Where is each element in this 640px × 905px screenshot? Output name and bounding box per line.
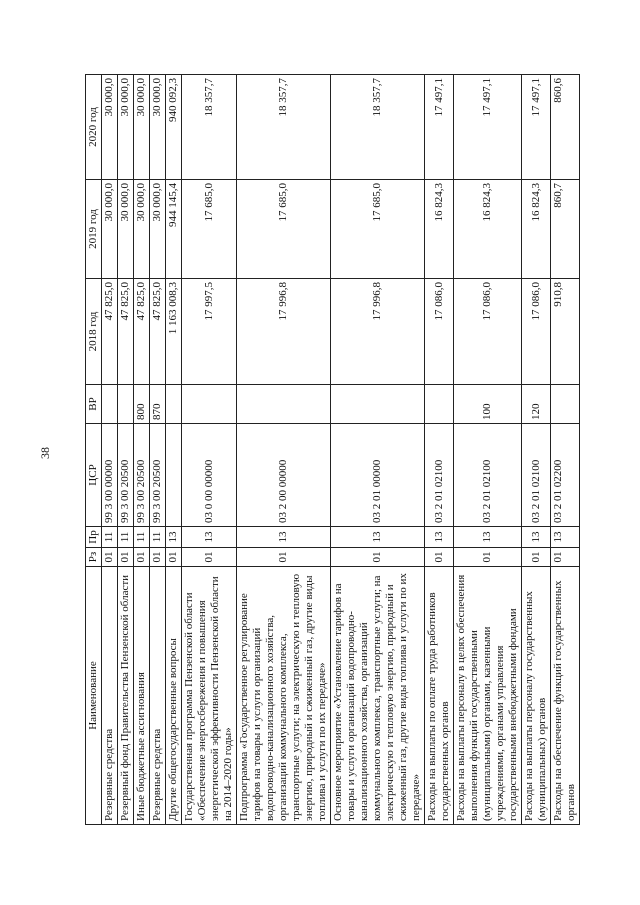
cell-vr bbox=[102, 385, 118, 424]
page-number: 38 bbox=[38, 447, 52, 459]
cell-2019: 17 685,0 bbox=[331, 180, 425, 279]
cell-csr: 99 3 00 20500 bbox=[150, 424, 166, 527]
cell-pr: 13 bbox=[522, 527, 551, 548]
cell-2020: 18 357,7 bbox=[331, 75, 425, 180]
cell-2019: 30 000,0 bbox=[118, 180, 134, 279]
cell-2020: 17 497,1 bbox=[454, 75, 522, 180]
cell-rz: 01 bbox=[522, 548, 551, 567]
header-2018: 2018 год bbox=[86, 279, 102, 385]
cell-2018: 47 825,0 bbox=[134, 279, 150, 385]
cell-pr: 13 bbox=[551, 527, 580, 548]
cell-pr: 13 bbox=[425, 527, 454, 548]
cell-2018: 1 163 008,3 bbox=[166, 279, 182, 385]
cell-rz: 01 bbox=[102, 548, 118, 567]
cell-2018: 17 996,8 bbox=[331, 279, 425, 385]
cell-name: Иные бюджетные ассигнования bbox=[134, 567, 150, 825]
cell-name: Расходы на выплаты по оплате труда работников государственных органов bbox=[425, 567, 454, 825]
cell-2018: 17 086,0 bbox=[522, 279, 551, 385]
cell-2020: 860,6 bbox=[551, 75, 580, 180]
cell-name: Резервный фонд Правительства Пензенской области bbox=[118, 567, 134, 825]
header-2020: 2020 год bbox=[86, 75, 102, 180]
cell-csr: 03 2 01 02100 bbox=[522, 424, 551, 527]
cell-csr: 03 2 00 00000 bbox=[237, 424, 331, 527]
table-row bbox=[237, 75, 331, 825]
header-2019: 2019 год bbox=[86, 180, 102, 279]
table-row bbox=[454, 75, 522, 825]
cell-2018: 17 086,0 bbox=[454, 279, 522, 385]
cell-2020: 30 000,0 bbox=[134, 75, 150, 180]
cell-rz: 01 bbox=[425, 548, 454, 567]
header-vr: ВР bbox=[86, 385, 102, 424]
cell-2019: 30 000,0 bbox=[150, 180, 166, 279]
cell-pr: 11 bbox=[134, 527, 150, 548]
cell-rz: 01 bbox=[166, 548, 182, 567]
cell-vr bbox=[331, 385, 425, 424]
cell-vr bbox=[551, 385, 580, 424]
cell-rz: 01 bbox=[331, 548, 425, 567]
cell-name: Другие общегосударственные вопросы bbox=[166, 567, 182, 825]
cell-2020: 940 092,3 bbox=[166, 75, 182, 180]
cell-vr bbox=[118, 385, 134, 424]
cell-2018: 47 825,0 bbox=[150, 279, 166, 385]
cell-2020: 30 000,0 bbox=[118, 75, 134, 180]
cell-2019: 17 685,0 bbox=[182, 180, 237, 279]
cell-name: Резервные средства bbox=[102, 567, 118, 825]
cell-name: Подпрограмма «Государственное регулирование тарифов на товары и услуги организаций водопроводно-канализационного хозяйства, организаций коммунального комплекса, транспортные услуги; на электрическую и тепловую энергию, природный и сжиженный газ, другие виды топлива и услуги по их передаче» bbox=[237, 567, 331, 825]
cell-2019: 30 000,0 bbox=[134, 180, 150, 279]
cell-name: Государственная программа Пензенской области «Обеспечение энергосбережения и повышения энергетической эффективности Пензенской области на 2014–2020 годы» bbox=[182, 567, 237, 825]
cell-name: Основное мероприятие «Установление тарифов на товары и услуги организаций водопроводно-канализационного хозяйства, организаций коммунального комплекса, транспортные услуги; на электрическую и тепловую энергию, природный и сжиженный газ, другие виды топлива и услуги по их передаче» bbox=[331, 567, 425, 825]
header-name: Наименование bbox=[86, 567, 102, 825]
cell-csr: 03 2 01 02100 bbox=[454, 424, 522, 527]
cell-2020: 30 000,0 bbox=[150, 75, 166, 180]
cell-vr: 870 bbox=[150, 385, 166, 424]
cell-2018: 47 825,0 bbox=[102, 279, 118, 385]
cell-2019: 30 000,0 bbox=[102, 180, 118, 279]
header-pr: Пр bbox=[86, 527, 102, 548]
cell-csr: 99 3 00 20500 bbox=[118, 424, 134, 527]
table-row bbox=[150, 75, 166, 825]
cell-csr: 03 2 01 02200 bbox=[551, 424, 580, 527]
cell-2019: 17 685,0 bbox=[237, 180, 331, 279]
cell-2019: 16 824,3 bbox=[454, 180, 522, 279]
cell-rz: 01 bbox=[237, 548, 331, 567]
cell-csr: 03 2 01 00000 bbox=[331, 424, 425, 527]
cell-2019: 944 145,4 bbox=[166, 180, 182, 279]
cell-rz: 01 bbox=[551, 548, 580, 567]
cell-pr: 11 bbox=[102, 527, 118, 548]
table-row bbox=[425, 75, 454, 825]
table-row bbox=[166, 75, 182, 825]
cell-pr: 13 bbox=[182, 527, 237, 548]
cell-rz: 01 bbox=[182, 548, 237, 567]
cell-2020: 18 357,7 bbox=[182, 75, 237, 180]
table-row bbox=[102, 75, 118, 825]
table-row bbox=[118, 75, 134, 825]
cell-csr: 03 0 00 00000 bbox=[182, 424, 237, 527]
cell-name: Расходы на выплаты персоналу государственных (муниципальных) органов bbox=[522, 567, 551, 825]
cell-pr: 11 bbox=[118, 527, 134, 548]
cell-rz: 01 bbox=[118, 548, 134, 567]
cell-2020: 17 497,1 bbox=[425, 75, 454, 180]
cell-2020: 30 000,0 bbox=[102, 75, 118, 180]
cell-pr: 13 bbox=[237, 527, 331, 548]
cell-vr: 100 bbox=[454, 385, 522, 424]
cell-name: Расходы на выплаты персоналу в целях обеспечения выполнения функций государственными (муниципальными) органами, казенными учреждениями, органами управления государственными внебюджетными фондами bbox=[454, 567, 522, 825]
cell-csr: 03 2 01 02100 bbox=[425, 424, 454, 527]
cell-vr bbox=[166, 385, 182, 424]
table-row bbox=[134, 75, 150, 825]
cell-vr bbox=[425, 385, 454, 424]
cell-2020: 17 497,1 bbox=[522, 75, 551, 180]
cell-2019: 16 824,3 bbox=[425, 180, 454, 279]
cell-pr: 13 bbox=[331, 527, 425, 548]
cell-2018: 17 996,8 bbox=[237, 279, 331, 385]
cell-name: Расходы на обеспечение функций государственных органов bbox=[551, 567, 580, 825]
cell-vr bbox=[182, 385, 237, 424]
cell-vr: 800 bbox=[134, 385, 150, 424]
cell-csr: 99 3 00 00000 bbox=[102, 424, 118, 527]
header-csr: ЦСР bbox=[86, 424, 102, 527]
table-row bbox=[551, 75, 580, 825]
cell-2019: 16 824,3 bbox=[522, 180, 551, 279]
table-row bbox=[182, 75, 237, 825]
cell-pr: 13 bbox=[166, 527, 182, 548]
cell-rz: 01 bbox=[150, 548, 166, 567]
cell-2018: 17 997,5 bbox=[182, 279, 237, 385]
cell-2018: 47 825,0 bbox=[118, 279, 134, 385]
cell-pr: 13 bbox=[454, 527, 522, 548]
cell-2020: 18 357,7 bbox=[237, 75, 331, 180]
rotated-table-container bbox=[85, 75, 580, 825]
cell-pr: 11 bbox=[150, 527, 166, 548]
table-row bbox=[331, 75, 425, 825]
budget-table bbox=[85, 74, 580, 825]
table-header-row bbox=[86, 75, 102, 825]
cell-rz: 01 bbox=[134, 548, 150, 567]
cell-vr bbox=[237, 385, 331, 424]
cell-vr: 120 bbox=[522, 385, 551, 424]
header-rz: Рз bbox=[86, 548, 102, 567]
cell-csr bbox=[166, 424, 182, 527]
cell-name: Резервные средства bbox=[150, 567, 166, 825]
cell-2019: 860,7 bbox=[551, 180, 580, 279]
cell-csr: 99 3 00 20500 bbox=[134, 424, 150, 527]
cell-2018: 910,8 bbox=[551, 279, 580, 385]
cell-2018: 17 086,0 bbox=[425, 279, 454, 385]
table-row bbox=[522, 75, 551, 825]
cell-rz: 01 bbox=[454, 548, 522, 567]
